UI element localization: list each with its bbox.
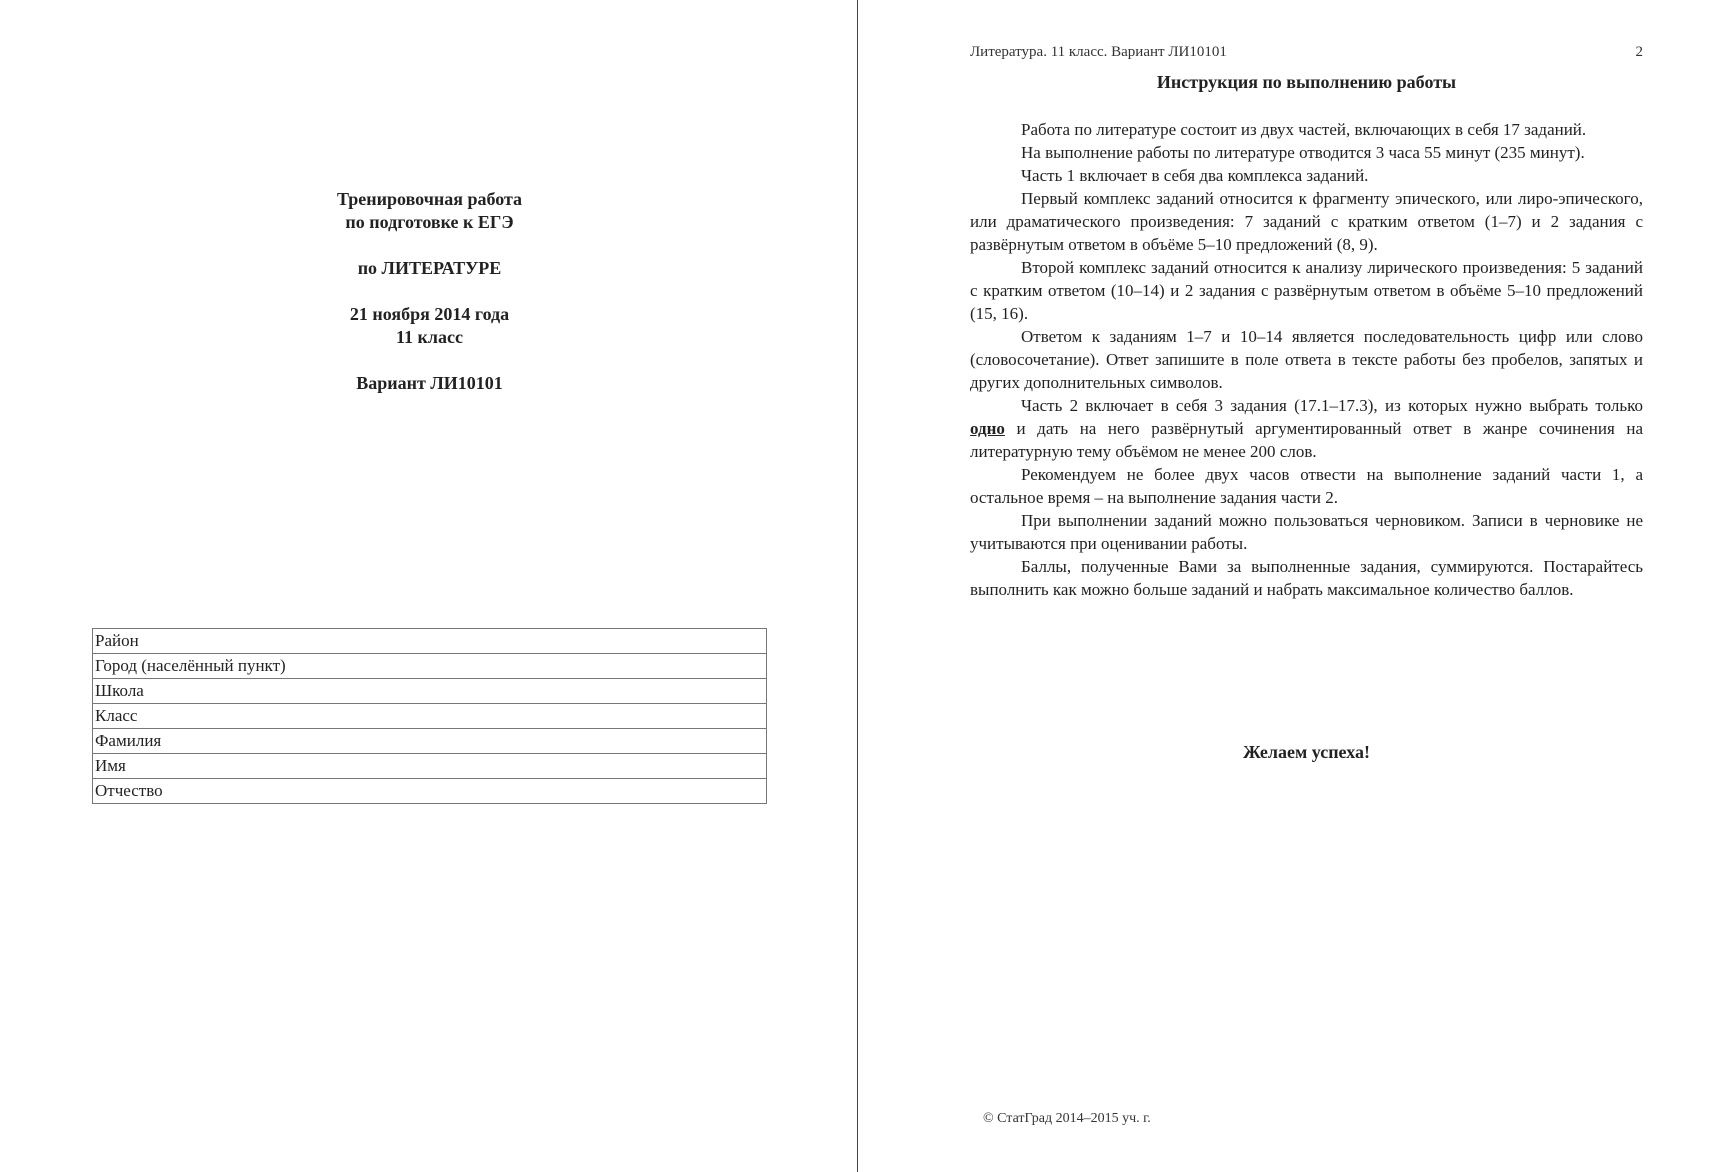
paragraph: Ответом к заданиям 1–7 и 10–14 является последовательность цифр или слово (словосочетание). Ответ запишите в поле ответа в тексте работы без пробелов, запятых и других дополнительных символов. [970, 327, 1643, 392]
field-patronymic[interactable]: Отчество [93, 779, 767, 804]
title-line-1: Тренировочная работа [336, 189, 523, 209]
table-row [93, 704, 767, 729]
paragraph-part2 [970, 394, 1643, 463]
part2-emphasis: одно [970, 419, 1005, 438]
running-header [970, 44, 1643, 61]
table-row [93, 729, 767, 754]
exam-date: 21 ноября 2014 года [349, 304, 510, 324]
table-row [93, 779, 767, 804]
field-class[interactable]: Класс [93, 704, 767, 729]
field-city[interactable]: Город (населённый пункт) [93, 654, 767, 679]
subject-title: по ЛИТЕРАТУРЕ [357, 258, 502, 278]
page-divider [857, 0, 858, 1172]
field-district[interactable]: Район [93, 629, 767, 654]
field-school[interactable]: Школа [93, 679, 767, 704]
table-row [93, 754, 767, 779]
copyright-footer: © СтатГрад 2014–2015 уч. г. [983, 1111, 1151, 1126]
instructions-title: Инструкция по выполнению работы [1156, 72, 1457, 92]
page-number: 2 [1635, 44, 1643, 60]
paragraph: Баллы, полученные Вами за выполненные задания, суммируются. Постарайтесь выполнить как можно больше заданий и набрать максимальное количество баллов. [970, 557, 1643, 599]
paragraph: При выполнении заданий можно пользоваться черновиком. Записи в черновике не учитываются при оценивании работы. [970, 511, 1643, 553]
paragraph: Второй комплекс заданий относится к анализу лирического произведения: 5 заданий с кратким ответом (10–14) и 2 задания с развёрнутым ответом в объёме 5–10 предложений (15, 16). [970, 258, 1643, 323]
title-line-2: по подготовке к ЕГЭ [345, 212, 514, 232]
part2-text-before: Часть 2 включает в себя 3 задания (17.1–17.3), из которых нужно выбрать только [1021, 396, 1643, 415]
running-header-title: Литература. 11 класс. Вариант ЛИ10101 [970, 44, 1227, 60]
table-row [93, 629, 767, 654]
field-name[interactable]: Имя [93, 754, 767, 779]
paragraph: Часть 1 включает в себя два комплекса заданий. [1021, 166, 1369, 185]
part2-text-after: и дать на него развёрнутый аргументированный ответ в жанре сочинения на литературную тему объёмом не менее 200 слов. [970, 419, 1644, 461]
student-info-table [92, 628, 767, 804]
title-block [92, 188, 767, 395]
table-row [93, 654, 767, 679]
variant-label: Вариант ЛИ10101 [356, 373, 503, 393]
grade-label: 11 класс [396, 327, 463, 347]
paragraph: Рекомендуем не более двух часов отвести на выполнение заданий части 1, а остальное время – на выполнение задания части 2. [970, 465, 1643, 507]
closing-wish: Желаем успеха! [1243, 742, 1370, 762]
paragraph: На выполнение работы по литературе отводится 3 часа 55 минут (235 минут). [1021, 143, 1585, 162]
instructions-body [970, 118, 1643, 601]
paragraph: Первый комплекс заданий относится к фрагменту эпического, или лиро-эпического, или драматического произведения: 7 заданий с кратким ответом (1–7) и 2 задания с развёрнутым ответом в объёме 5–10 предложений (8, 9). [970, 189, 1643, 254]
paragraph: Работа по литературе состоит из двух частей, включающих в себя 17 заданий. [1021, 120, 1587, 139]
field-surname[interactable]: Фамилия [93, 729, 767, 754]
table-row [93, 679, 767, 704]
